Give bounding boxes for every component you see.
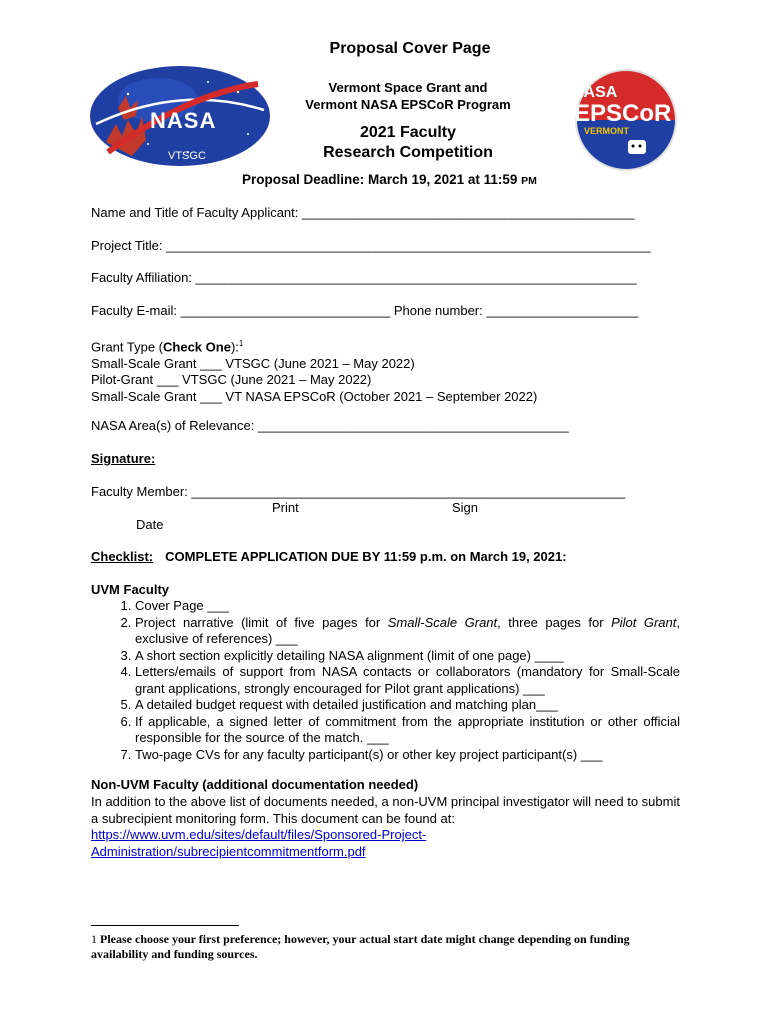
checklist-item: 7. Two-page CVs for any faculty participant(s) or other key project participant(s) ___ — [135, 747, 680, 764]
checklist-item: 6. If applicable, a signed letter of commitment from the appropriate institution or other official responsible for the source of the match. ___ — [135, 714, 680, 747]
grant-option[interactable]: Small-Scale Grant ___ VT NASA EPSCoR (October 2021 – September 2022) — [91, 388, 538, 404]
email-phone-field[interactable]: Faculty E-mail: _____________________________ Phone number: _____________________ — [91, 303, 639, 318]
checklist-header: Checklist: COMPLETE APPLICATION DUE BY 11:59 p.m. on March 19, 2021: — [91, 549, 567, 564]
signature-heading: Signature: — [91, 451, 156, 466]
checklist-item: 4. Letters/emails of support from NASA contacts or collaborators (mandatory for Small-Scale grant applications, strongly encouraged for Pilot grant applications) ___ — [135, 664, 680, 697]
grant-option[interactable]: Small-Scale Grant ___ VTSGC (June 2021 – May 2022) — [91, 355, 415, 371]
subrecipient-form-link[interactable]: https://www.uvm.edu/sites/default/files/Sponsored-Project- Administration/subrecipientcommitmentform.pdf — [91, 827, 427, 859]
date-label: Date — [136, 517, 164, 532]
checklist-item: 2. Project narrative (limit of five pages for Small-Scale Grant, three pages for Pilot Grant, exclusive of references) ___ — [135, 615, 680, 648]
vtsgc-logo — [88, 64, 272, 168]
nasa-logo-text: NASA — [150, 108, 217, 133]
uvm-faculty-heading: UVM Faculty — [91, 582, 170, 597]
non-uvm-heading: Non-UVM Faculty (additional documentation needed) — [91, 777, 419, 792]
checklist-item: 5. A detailed budget request with detailed justification and matching plan___ — [135, 697, 680, 714]
grant-option[interactable]: Pilot-Grant ___ VTSGC (June 2021 – May 2022) — [91, 372, 372, 388]
footnote-divider — [91, 925, 239, 926]
proposal-deadline: Proposal Deadline: March 19, 2021 at 11:59 PM — [242, 172, 537, 187]
epscor-text: EPSCoR — [574, 100, 672, 127]
non-uvm-text: In addition to the above list of documents needed, a non-UVM principal investigator will need to submit a subrecipient monitoring form. This document can be found at: — [91, 794, 680, 826]
print-label: Print — [272, 500, 299, 515]
checklist-item: 3. A short section explicitly detailing NASA alignment (limit of one page) ____ — [135, 648, 680, 665]
epscor-vermont-text: VERMONT — [584, 126, 629, 136]
competition-title: 2021 Faculty Research Competition — [323, 124, 493, 161]
vtsgc-logo-text: VTSGC — [168, 150, 206, 162]
project-title-field[interactable]: Project Title: ___________________________________________________________________ — [91, 238, 651, 253]
nasa-relevance-field[interactable]: NASA Area(s) of Relevance: ___________________________________________ — [91, 418, 569, 433]
grant-type-label: Grant Type (Check One):$^1$ — [91, 339, 244, 355]
sign-label: Sign — [452, 500, 479, 515]
name-title-field[interactable]: Name and Title of Faculty Applicant: ______________________________________________ — [91, 205, 635, 220]
org-name: Vermont Space Grant and Vermont NASA EPSCoR Program — [305, 80, 511, 112]
footnote: 1 Please choose your first preference; however, your actual start date might change depending on funding availability and funding sources. — [91, 932, 630, 961]
checklist-item: 1. Cover Page ___ — [135, 598, 680, 615]
grant-type-section — [91, 336, 537, 405]
faculty-affiliation-field[interactable]: Faculty Affiliation: _____________________________________________________________ — [91, 270, 637, 285]
epscor-logo — [568, 64, 684, 172]
faculty-member-field[interactable]: Faculty Member: ____________________________________________________________ — [91, 484, 626, 499]
uvm-checklist — [91, 598, 680, 763]
epscor-nasa-text: NASA — [572, 84, 618, 101]
page-title: Proposal Cover Page — [329, 40, 491, 57]
